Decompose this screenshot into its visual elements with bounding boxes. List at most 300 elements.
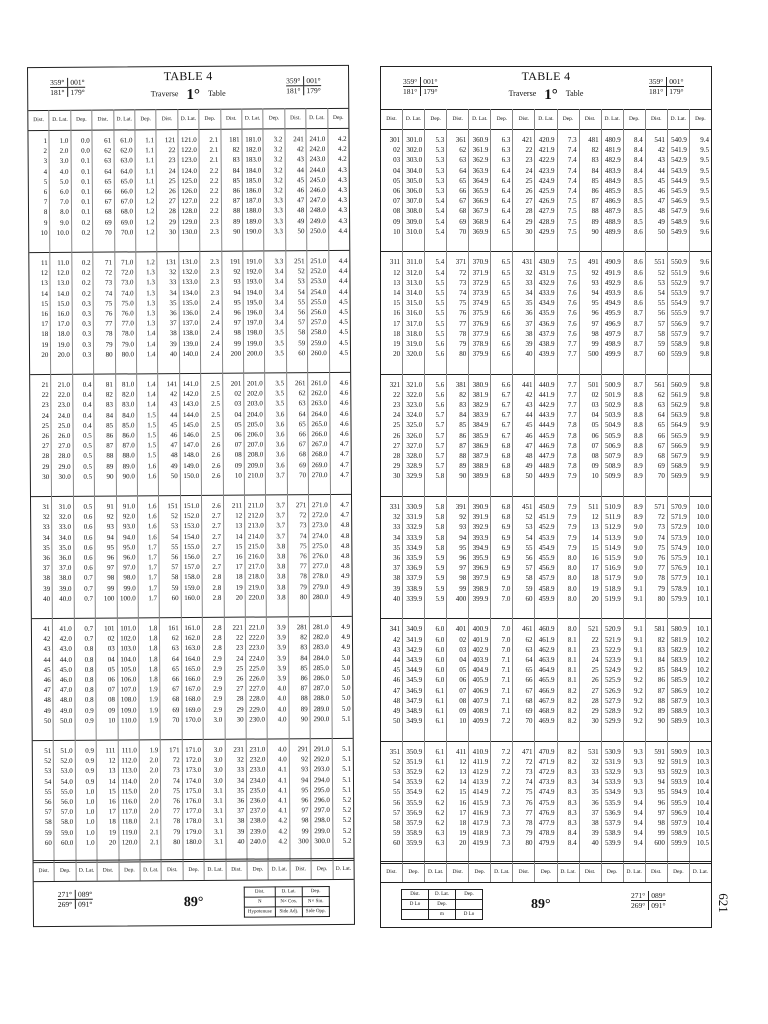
table-column: 3.9 3.9 3.9 3.9 3.9 3.9 4.0 4.0 4.0 4.0 — [267, 616, 289, 738]
table-column: 370.9 371.9 372.9 373.9 374.9 375.9 376.9 377.9 378.9 379.9 — [469, 251, 491, 373]
table-column: 9.3 9.3 9.3 9.3 9.3 9.4 9.4 9.4 9.4 9.4 — [624, 741, 646, 863]
table-column: 9.6 9.6 9.7 9.7 9.7 9.7 9.7 9.7 9.8 9.8 — [700, 258, 709, 359]
table-column: 41.0 42.0 43.0 44.0 45.0 46.0 47.0 48.0 49.0 50.0 — [53, 618, 75, 740]
table-column: 390.9 391.9 392.9 393.9 394.9 395.9 396.9 397.9 398.9 399.9 — [469, 496, 491, 618]
column-header: D. Lat. — [602, 109, 624, 129]
column-footer: Dist. — [580, 862, 602, 882]
table-column: 231 32 33 34 35 36 37 38 39 40 — [225, 739, 247, 861]
column-header: Dist. — [447, 109, 469, 129]
table-column: 10.1 10.2 10.2 10.2 10.2 10.2 10.2 10.3 10.3 10.3 — [696, 625, 709, 726]
table-column: 7.9 7.9 7.9 7.9 7.9 8.0 8.0 8.0 8.0 8.0 — [558, 496, 580, 618]
table-column: 161.0 162.0 163.0 164.0 165.0 166.0 167.0 168.0 169.0 170.0 — [182, 617, 204, 739]
angle-value: 179° — [67, 88, 84, 97]
table-column: 5.1 5.1 5.1 5.1 5.1 5.2 5.2 5.2 5.2 5.2 — [342, 744, 352, 845]
table-column: 0.0 0.0 0.1 0.1 0.1 0.1 0.1 0.1 0.2 0.2 — [71, 130, 93, 252]
column-footer: D. Lat. — [491, 862, 513, 882]
angle-value: 269° — [57, 899, 73, 909]
column-header: Dist. — [285, 108, 307, 128]
table-column: 191 92 93 94 95 96 97 98 99 200 — [222, 251, 244, 373]
table-footer — [381, 883, 711, 927]
table-block — [381, 374, 711, 497]
table-column: 9.8 9.8 9.8 9.8 9.9 9.9 9.9 9.9 9.9 9.9 — [700, 380, 709, 481]
table-column: 151 52 53 54 55 56 57 58 59 60 — [159, 495, 181, 617]
table-column: 421 22 23 24 25 26 27 28 29 30 — [513, 129, 535, 251]
column-footer: D. Lat. — [692, 869, 709, 875]
angle-value: 179° — [420, 87, 437, 96]
column-header: Dep. — [491, 109, 513, 129]
right-page — [380, 66, 712, 928]
table-column: 221.0 222.0 223.0 224.0 225.0 226.0 227.0 228.0 229.0 230.0 — [246, 616, 268, 738]
column-footer: D. Lat. — [335, 865, 352, 872]
table-column: 4.0 4.0 4.1 4.1 4.1 4.1 4.1 4.2 4.2 4.2 — [268, 738, 290, 860]
angle-value: 001° — [67, 78, 84, 87]
table-column: 440.9 441.9 442.9 443.9 444.9 445.9 446.9 447.9 448.9 449.9 — [535, 374, 557, 496]
column-footer: Dep. — [312, 859, 334, 879]
angle-value: 179° — [303, 86, 320, 95]
table-column: 201 02 03 04 05 06 07 08 09 10 — [223, 373, 245, 495]
bottom-degree: 89° — [531, 897, 551, 912]
table-block — [29, 250, 350, 375]
degree-label: 1° — [186, 86, 201, 104]
table-column: 471 72 73 74 75 76 77 78 79 80 — [513, 741, 535, 863]
table-column: 121.0 122.0 123.0 124.0 125.0 126.0 127.0 128.0 129.0 130.0 — [178, 129, 200, 251]
column-footer: Dep. — [55, 861, 77, 881]
table-column: 391 92 93 94 95 96 97 98 99 400 — [447, 496, 469, 618]
angle-row-bottom — [58, 899, 93, 909]
table-column: 521 22 23 24 25 26 27 28 29 30 — [580, 618, 602, 740]
column-footer: Dist. — [513, 862, 535, 882]
table-column: 350.9 351.9 352.9 353.9 354.9 355.9 356.9 357.9 358.9 359.9 — [403, 741, 425, 863]
table-column: 500.9 501.9 502.9 503.9 504.9 505.9 506.9 507.9 508.9 509.9 — [602, 374, 624, 496]
column-header: D. Lat. — [403, 109, 425, 129]
table-column: 451 52 53 54 55 56 57 58 59 60 — [513, 496, 535, 618]
traverse-label: Traverse — [150, 89, 179, 99]
table-column: 591 92 93 94 95 96 97 98 99 600 — [646, 741, 668, 863]
table-column: 6.5 6.5 6.5 6.5 6.5 6.6 6.6 6.6 6.6 6.6 — [491, 251, 513, 373]
table-column: 380.9 381.9 382.9 383.9 384.9 385.9 386.9 387.9 388.9 389.9 — [469, 374, 491, 496]
table-column: 371 72 73 74 75 76 77 78 79 80 — [447, 251, 469, 373]
legend-cell: Hypotenuse — [244, 907, 275, 917]
column-footer: Dep. — [248, 859, 270, 879]
table-title: TABLE 4 — [521, 69, 571, 83]
table-column: 590.9 591.9 592.9 593.9 594.9 595.9 596.9 597.9 598.9 599.9 — [668, 741, 690, 863]
column-footer: D. Lat. — [205, 860, 227, 880]
angle-box — [58, 890, 93, 909]
table-column: 171.0 172.0 173.0 174.0 175.0 176.0 177.0 178.0 179.0 180.0 — [183, 739, 205, 861]
table-column: 4.4 4.4 4.4 4.4 4.5 4.5 4.5 4.5 4.5 4.5 — [338, 256, 349, 357]
table-column: 2.1 2.1 2.1 2.2 2.2 2.2 2.2 2.2 2.3 2.3 — [200, 129, 222, 251]
column-footer: Dist. — [226, 860, 248, 880]
column-header: Dep. — [71, 110, 93, 130]
table-column: 520.9 521.9 522.9 523.9 524.9 525.9 526.9 527.9 528.9 529.9 — [602, 618, 624, 740]
table-column: 181.0 182.0 183.0 184.0 185.0 186.0 187.0 188.0 189.0 190.0 — [242, 128, 264, 250]
angle-value: 091° — [75, 900, 92, 909]
angle-value: 359° — [50, 77, 65, 87]
legend-cell — [456, 900, 483, 910]
column-footer: D. Lat. — [141, 860, 163, 880]
table-column: 2.8 2.8 2.8 2.9 2.9 2.9 2.9 2.9 2.9 3.0 — [203, 617, 225, 739]
table-column: 531 32 33 34 35 36 37 38 39 40 — [580, 741, 602, 863]
table-column: 1.1 1.1 1.1 1.1 1.1 1.2 1.2 1.2 1.2 1.2 — [135, 129, 157, 251]
table-body — [381, 129, 711, 863]
table-column: 271.0 272.0 273.0 274.0 275.0 276.0 277.0 278.0 279.0 280.0 — [309, 494, 331, 616]
table-column: 301.0 302.0 303.0 304.0 305.0 306.0 307.0 308.0 309.0 310.0 — [403, 129, 425, 251]
table-column: 321 22 23 24 25 26 27 28 29 30 — [381, 374, 403, 496]
table-column: 241.0 242.0 243.0 244.0 245.0 246.0 247.0 248.0 249.0 250.0 — [307, 128, 329, 250]
page-number: 621 — [715, 893, 731, 913]
column-footer: Dist. — [34, 861, 56, 881]
table-column: 480.9 481.9 482.9 483.9 484.9 485.9 486.9 487.9 488.9 489.9 — [602, 129, 624, 251]
table-column: 171 72 73 74 75 76 77 78 79 80 — [161, 739, 183, 861]
table-column: 10.0 10.0 10.0 10.0 10.0 10.1 10.1 10.1 10.1 10.1 — [696, 503, 709, 603]
table-column: 551 52 53 54 55 56 57 58 59 60 — [646, 251, 668, 373]
table-column: 0.2 0.2 0.2 0.2 0.3 0.3 0.3 0.3 0.3 0.3 — [72, 252, 94, 374]
angle-value: 089° — [648, 891, 665, 900]
legend-cell: N× Sin. — [302, 897, 329, 907]
column-header: Dep. — [558, 109, 580, 129]
column-header: D. Lat. — [114, 109, 136, 129]
column-headers — [381, 109, 711, 130]
table-column: 91 92 93 94 95 96 97 98 99 100 — [95, 496, 117, 618]
legend-table — [244, 886, 330, 918]
table-column: 131 32 33 34 35 36 37 38 39 40 — [158, 251, 180, 373]
table-column: 450.9 451.9 452.9 453.9 454.9 455.9 456.9 457.9 458.9 459.9 — [535, 496, 557, 618]
column-header: Dep. — [264, 108, 286, 128]
legend-cell: Side Opp. — [302, 907, 329, 917]
table-column: 8.4 8.4 8.4 8.4 8.5 8.5 8.5 8.5 8.5 8.6 — [624, 129, 646, 251]
table-column: 341 42 43 44 45 46 47 48 49 50 — [381, 618, 403, 740]
table-column: 10.3 10.3 10.3 10.4 10.4 10.4 10.4 10.4 10.5 10.5 — [696, 747, 709, 848]
table-column: 211 12 13 14 15 16 17 18 19 20 — [224, 495, 246, 617]
table-column: 4.6 4.6 4.6 4.6 4.6 4.6 4.7 4.7 4.7 4.7 — [339, 378, 349, 479]
angle-value: 359° — [403, 77, 418, 86]
table-column: 5.8 5.8 5.8 5.8 5.8 5.9 5.9 5.9 5.9 5.9 — [425, 496, 447, 618]
table-column: 0.9 0.9 0.9 0.9 1.0 1.0 1.0 1.0 1.0 1.0 — [76, 740, 98, 862]
table-header — [28, 66, 348, 111]
table-block — [381, 741, 711, 864]
column-header: Dep. — [332, 114, 344, 121]
legend-row — [402, 900, 483, 910]
table-header — [381, 67, 711, 110]
table-column: 430.9 431.9 432.9 433.9 434.9 435.9 436.9 437.9 438.9 439.9 — [535, 251, 557, 373]
table-column: 511 12 13 14 15 16 17 18 19 20 — [580, 496, 602, 618]
table-column: 291 92 93 94 95 96 97 98 99 300 — [290, 738, 312, 860]
table-column: 8.7 8.8 8.8 8.8 8.8 8.8 8.8 8.9 8.9 8.9 — [624, 374, 646, 496]
table-column: 2.5 2.5 2.5 2.5 2.5 2.5 2.6 2.6 2.6 2.6 — [201, 373, 223, 495]
angle-value: 089° — [75, 890, 92, 899]
table-column: 3.7 3.7 3.7 3.7 3.8 3.8 3.8 3.8 3.8 3.8 — [266, 494, 288, 616]
angle-value: 001° — [303, 76, 320, 85]
column-header: Dep. — [135, 109, 157, 129]
table-block — [381, 618, 711, 741]
table-column: 8.9 8.9 9.0 9.0 9.0 9.0 9.0 9.0 9.1 9.1 — [624, 496, 646, 618]
angle-row-top — [631, 891, 666, 900]
angle-value: 181° — [649, 87, 664, 96]
angle-value: 271° — [57, 889, 73, 899]
table-column: 3.2 3.2 3.2 3.2 3.2 3.2 3.3 3.3 3.3 3.3 — [264, 128, 286, 250]
column-footers — [381, 861, 711, 883]
column-footer: Dist. — [98, 861, 120, 881]
angle-value: 269° — [631, 901, 646, 910]
column-header: Dep. — [425, 109, 447, 129]
table-column: 5.4 5.4 5.5 5.5 5.5 5.5 5.5 5.5 5.6 5.6 — [425, 251, 447, 373]
table-column: 201.0 202.0 203.0 204.0 205.0 206.0 207.0 208.0 209.0 210.0 — [244, 372, 266, 494]
table-column: 8.6 8.6 8.6 8.6 8.6 8.7 8.7 8.7 8.7 8.7 — [624, 251, 646, 373]
table-block — [28, 128, 349, 253]
table-column: 91.0 92.0 93.0 94.0 95.0 96.0 97.0 98.0 99.0 100.0 — [117, 495, 139, 617]
table-column: 121 22 23 24 25 26 27 28 29 30 — [157, 129, 179, 251]
table-column: 141.0 142.0 143.0 144.0 145.0 146.0 147.0 148.0 149.0 150.0 — [180, 373, 202, 495]
legend-cell: N — [244, 897, 275, 907]
angle-value: 001° — [666, 77, 683, 86]
table-column: 481 82 83 84 85 86 87 88 89 90 — [580, 129, 602, 251]
angle-value: 181° — [286, 86, 301, 96]
table-column: 361 62 63 64 65 66 67 68 69 70 — [447, 129, 469, 251]
degree-label: 1° — [544, 87, 558, 103]
table-column: 231.0 232.0 233.0 234.0 235.0 236.0 237.0 238.0 239.0 240.0 — [247, 738, 269, 860]
table-column: 3.5 3.5 3.5 3.6 3.6 3.6 3.6 3.6 3.6 3.7 — [266, 372, 288, 494]
table-column: 141 42 43 44 45 46 47 48 49 50 — [159, 373, 181, 495]
table-column: 3.3 3.4 3.4 3.4 3.4 3.4 3.4 3.5 3.5 3.5 — [265, 250, 287, 372]
table-column: 501 02 03 04 05 06 07 08 09 10 — [580, 374, 602, 496]
table-column: 101 02 03 04 05 06 07 08 09 10 — [96, 618, 118, 740]
table-column: 51.0 52.0 53.0 54.0 55.0 56.0 57.0 58.0 59.0 60.0 — [54, 740, 76, 862]
column-header: Dist. — [381, 109, 403, 129]
column-footer: Dist. — [646, 862, 668, 882]
table-column: 261 62 63 64 65 66 67 68 69 70 — [287, 372, 309, 494]
table-column: 420.9 421.9 422.9 423.9 424.9 425.9 426.9 427.9 428.9 429.9 — [535, 129, 557, 251]
table-column: 470.9 471.9 472.9 473.9 474.9 475.9 476.9 477.9 478.9 479.9 — [535, 741, 557, 863]
legend-table — [401, 889, 483, 920]
table-column: 71.0 72.0 73.0 74.0 75.0 76.0 77.0 78.0 79.0 80.0 — [115, 251, 137, 373]
legend-cell: D. Lat. — [429, 890, 456, 900]
bottom-degree: 89° — [183, 894, 204, 911]
table-column: 311 12 13 14 15 16 17 18 19 20 — [381, 251, 403, 373]
table-column: 31.0 32.0 33.0 34.0 35.0 36.0 37.0 38.0 39.0 40.0 — [52, 496, 74, 618]
table-column: 400.9 401.9 402.9 403.9 404.9 405.9 406.9 407.9 408.9 409.9 — [469, 618, 491, 740]
table-column: 7.2 7.2 7.2 7.2 7.2 7.3 7.3 7.3 7.3 7.3 — [491, 741, 513, 863]
table-block — [381, 129, 711, 252]
angle-box — [631, 891, 666, 910]
column-header: Dist. — [513, 109, 535, 129]
column-header: D. Lat. — [668, 109, 690, 129]
column-footer: D. Lat. — [76, 861, 98, 881]
table-footer — [34, 880, 354, 926]
table-column: 410.9 411.9 412.9 413.9 414.9 415.9 416.9 417.9 418.9 419.9 — [469, 741, 491, 863]
table-block — [32, 616, 353, 741]
table-column: 6.6 6.7 6.7 6.7 6.7 6.7 6.8 6.8 6.8 6.8 — [491, 374, 513, 496]
legend-cell: Dist. — [244, 887, 275, 897]
table-column: 2.6 2.7 2.7 2.7 2.7 2.7 2.7 2.8 2.8 2.8 — [202, 495, 224, 617]
table-column: 9.4 9.5 9.5 9.5 9.5 9.5 9.5 9.6 9.6 9.6 — [700, 136, 709, 236]
table-column: 4.9 4.9 4.9 5.0 5.0 5.0 5.0 5.0 5.0 5.1 — [341, 622, 351, 723]
table-column: 581 82 83 84 85 86 87 88 89 90 — [646, 618, 668, 740]
column-header: Dep. — [200, 109, 222, 129]
table-column: 2.3 2.3 2.3 2.3 2.4 2.4 2.4 2.4 2.4 2.4 — [201, 251, 223, 373]
table-column: 0.7 0.7 0.8 0.8 0.8 0.8 0.8 0.8 0.9 0.9 — [75, 618, 97, 740]
angle-value: 271° — [631, 891, 646, 900]
table-column: 211.0 212.0 213.0 214.0 215.0 216.0 217.0 218.0 219.0 220.0 — [245, 494, 267, 616]
legend-row — [244, 907, 329, 918]
table-column: 1.0 2.0 3.0 4.0 5.0 6.0 7.0 8.0 9.0 10.0 — [50, 130, 72, 252]
column-footer: Dist. — [162, 860, 184, 880]
legend-row — [402, 890, 483, 900]
angle-value: 179° — [666, 87, 683, 96]
table-column: 111 12 13 14 15 16 17 18 19 20 — [97, 740, 119, 862]
legend-cell: Dep. — [429, 900, 456, 910]
table-column: 301 02 03 04 05 06 07 08 09 10 — [381, 129, 403, 251]
table-column: 6.3 6.3 6.3 6.4 6.4 6.4 6.4 6.4 6.4 6.5 — [491, 129, 513, 251]
column-header: D. Lat. — [50, 110, 72, 130]
table-column: 8.2 8.2 8.3 8.3 8.3 8.3 8.3 8.3 8.4 8.4 — [558, 741, 580, 863]
table-column: 8.0 8.1 8.1 8.1 8.1 8.1 8.2 8.2 8.2 8.2 — [558, 618, 580, 740]
column-header: D. Lat. — [178, 109, 200, 129]
table-column: 560.9 561.9 562.9 563.9 564.9 565.9 566.9 567.9 568.9 569.9 — [668, 374, 690, 496]
table-column: 541 42 43 44 45 46 47 48 49 50 — [646, 129, 668, 251]
table-column: 1.2 1.3 1.3 1.3 1.3 1.3 1.3 1.4 1.4 1.4 — [136, 251, 158, 373]
table-column: 61 62 63 64 65 66 67 68 69 70 — [93, 130, 115, 252]
column-footer: Dep. — [535, 862, 557, 882]
table-title: TABLE 4 — [163, 68, 213, 84]
table-column: 411 12 13 14 15 16 17 18 19 20 — [447, 741, 469, 863]
table-column: 7.0 7.0 7.0 7.1 7.1 7.1 7.1 7.1 7.1 7.2 — [491, 618, 513, 740]
column-footer: D. Lat. — [425, 862, 447, 882]
angle-row-bottom — [631, 900, 666, 910]
table-column: 151.0 152.0 153.0 154.0 155.0 156.0 157.0 158.0 159.0 160.0 — [181, 495, 203, 617]
table-column: 101.0 102.0 103.0 104.0 105.0 106.0 107.0 108.0 109.0 110.0 — [117, 617, 139, 739]
table-column: 241 42 43 44 45 46 47 48 49 50 — [285, 128, 307, 250]
table-subtitle — [381, 87, 711, 104]
table-column: 0.5 0.6 0.6 0.6 0.6 0.6 0.6 0.7 0.7 0.7 — [74, 496, 96, 618]
legend-cell: D Lo — [456, 910, 483, 920]
table-column: 340.9 341.9 342.9 343.9 344.9 345.9 346.9 347.9 348.9 349.9 — [403, 618, 425, 740]
table-column: 7.5 7.5 7.6 7.6 7.6 7.6 7.6 7.6 7.7 7.7 — [558, 251, 580, 373]
column-footer: Dep. — [183, 860, 205, 880]
table-column: 181 82 83 84 85 86 87 88 89 90 — [221, 129, 243, 251]
table-column: 4.7 4.7 4.8 4.8 4.8 4.8 4.8 4.9 4.9 4.9 — [340, 500, 350, 601]
table-column: 21.0 22.0 23.0 24.0 25.0 26.0 27.0 28.0 29.0 30.0 — [52, 374, 74, 496]
table-column: 571 72 73 74 75 76 77 78 79 80 — [646, 496, 668, 618]
table-column: 221 22 23 24 25 26 27 28 29 30 — [225, 617, 247, 739]
table-column: 131.0 132.0 133.0 134.0 135.0 136.0 137.0 138.0 139.0 140.0 — [179, 251, 201, 373]
table-column: 7.7 7.7 7.7 7.7 7.8 7.8 7.8 7.8 7.8 7.9 — [558, 374, 580, 496]
table-column: 111.0 112.0 113.0 114.0 115.0 116.0 117.0 118.0 119.0 120.0 — [118, 739, 140, 861]
column-header: D. Lat. — [242, 108, 264, 128]
table-column: 460.9 461.9 462.9 463.9 464.9 465.9 466.9 467.9 468.9 469.9 — [535, 618, 557, 740]
angle-row-top — [58, 890, 93, 899]
column-footer: Dist. — [290, 859, 312, 879]
legend-row — [402, 910, 483, 920]
table-block — [33, 738, 354, 863]
table-block — [381, 496, 711, 619]
angle-value: 001° — [420, 77, 437, 86]
table-column: 4.2 4.2 4.2 4.3 4.3 4.3 4.3 4.3 4.3 4.4 — [337, 134, 348, 235]
table-column: 9.1 9.1 9.1 9.1 9.2 9.2 9.2 9.2 9.2 9.2 — [624, 618, 646, 740]
table-column: 6.0 6.0 6.0 6.0 6.0 6.0 6.1 6.1 6.1 6.1 — [425, 618, 447, 740]
column-header: Dist. — [646, 109, 668, 129]
table-column: 251 52 53 54 55 56 57 58 59 60 — [286, 250, 308, 372]
table-column: 31 32 33 34 35 36 37 38 39 40 — [31, 496, 53, 618]
table-column: 540.9 541.9 542.9 543.9 544.9 545.9 546.9 547.9 548.9 549.9 — [668, 129, 690, 251]
column-footer: Dep. — [602, 862, 624, 882]
table-column: 41 42 43 44 45 46 47 48 49 50 — [32, 618, 54, 740]
table-column: 6.1 6.1 6.2 6.2 6.2 6.2 6.2 6.2 6.3 6.3 — [425, 741, 447, 863]
angle-value: 359° — [649, 77, 664, 86]
table-column: 7.3 7.4 7.4 7.4 7.4 7.4 7.5 7.5 7.5 7.5 — [558, 129, 580, 251]
table-column: 81.0 82.0 83.0 84.0 85.0 86.0 87.0 88.0 89.0 90.0 — [116, 373, 138, 495]
table-column: 271 72 73 74 75 76 77 78 79 80 — [288, 494, 310, 616]
legend-cell: Dep. — [302, 887, 329, 897]
angle-value: 181° — [50, 87, 65, 97]
table-column: 360.9 361.9 362.9 363.9 364.9 365.9 366.9 367.9 368.9 369.9 — [469, 129, 491, 251]
legend-row — [244, 887, 329, 898]
angle-value: 181° — [403, 87, 418, 96]
column-header: Dep. — [695, 116, 706, 122]
angle-value: 091° — [648, 901, 665, 910]
table-column: 321.0 322.0 323.0 324.0 325.0 326.0 327.0 328.0 328.9 329.9 — [403, 374, 425, 496]
column-footer: Dep. — [469, 862, 491, 882]
angle-value: 359° — [286, 76, 301, 86]
table-block — [30, 372, 351, 497]
legend-row — [244, 897, 329, 908]
table-column: 0.4 0.4 0.4 0.4 0.4 0.5 0.5 0.5 0.5 0.5 — [73, 374, 95, 496]
table-column: 311.0 312.0 313.0 314.0 315.0 316.0 317.0 318.0 319.0 320.0 — [403, 251, 425, 373]
table-column: 351 52 53 54 55 56 57 58 59 60 — [381, 741, 403, 863]
table-column: 71 72 73 74 75 76 77 78 79 80 — [94, 252, 116, 374]
table-column: 561 62 63 64 65 66 67 68 69 70 — [646, 374, 668, 496]
table-column: 191.0 192.0 193.0 194.0 195.0 196.0 197.0 198.0 199.0 200.0 — [243, 250, 265, 372]
table-column: 11 12 13 14 15 16 17 18 19 20 — [29, 252, 51, 374]
table-column: 431 32 33 34 35 36 37 38 39 40 — [513, 251, 535, 373]
table-column: 21 22 23 24 25 26 27 28 29 30 — [30, 374, 52, 496]
legend-cell — [402, 910, 429, 920]
table-label: Table — [565, 89, 584, 98]
table-column: 5.3 5.3 5.3 5.3 5.3 5.3 5.4 5.4 5.4 5.4 — [425, 129, 447, 251]
legend-cell: Dep. — [456, 890, 483, 900]
table-column: 461 62 63 64 65 66 67 68 69 70 — [513, 618, 535, 740]
table-block — [381, 251, 711, 374]
table-block — [31, 494, 352, 619]
column-footers — [34, 858, 354, 882]
table-column: 441 42 43 44 45 46 47 48 49 50 — [513, 374, 535, 496]
table-column: 6.8 6.8 6.9 6.9 6.9 6.9 6.9 6.9 7.0 7.0 — [491, 496, 513, 618]
table-column: 261.0 262.0 263.0 264.0 265.0 266.0 267.0 268.0 269.0 270.0 — [308, 372, 330, 494]
table-column: 1 2 3 4 5 6 7 8 9 10 — [28, 130, 50, 252]
table-body — [28, 128, 353, 862]
legend-cell: m — [429, 910, 456, 920]
column-footer: Dist. — [381, 862, 403, 882]
legend-cell: D. Lat. — [275, 887, 302, 897]
column-header: Dist. — [580, 109, 602, 129]
table-column: 161 62 63 64 65 66 67 68 69 70 — [160, 617, 182, 739]
column-header: Dist. — [221, 109, 243, 129]
table-column: 61.0 62.0 63.0 64.0 65.0 66.0 67.0 68.0 69.0 70.0 — [114, 129, 136, 251]
table-column: 401 02 03 04 05 06 07 08 09 10 — [447, 618, 469, 740]
column-header: Dist. — [93, 110, 115, 130]
table-subtitle — [28, 86, 348, 105]
legend-cell: Dist. — [402, 890, 429, 900]
column-header: D. Lat. — [535, 109, 557, 129]
table-column: 580.9 581.9 582.9 583.9 584.9 585.9 586.9 587.9 588.9 589.9 — [668, 618, 690, 740]
table-column: 81 82 83 84 85 86 87 88 89 90 — [94, 374, 116, 496]
table-column: 331 32 33 34 35 36 37 38 39 40 — [381, 496, 403, 618]
table-column: 570.9 571.9 572.9 573.9 574.9 575.9 576.9 577.9 578.9 579.9 — [668, 496, 690, 618]
traverse-label: Traverse — [508, 89, 537, 98]
table-column: 251.0 252.0 253.0 254.0 255.0 256.0 257.0 258.0 259.0 260.0 — [308, 250, 330, 372]
column-header: Dist. — [28, 110, 50, 130]
table-column: 530.9 531.9 532.9 533.9 534.9 535.9 536.9 537.9 538.9 539.9 — [602, 741, 624, 863]
table-column: 1.9 2.0 2.0 2.0 2.0 2.0 2.0 2.1 2.1 2.1 — [140, 739, 162, 861]
